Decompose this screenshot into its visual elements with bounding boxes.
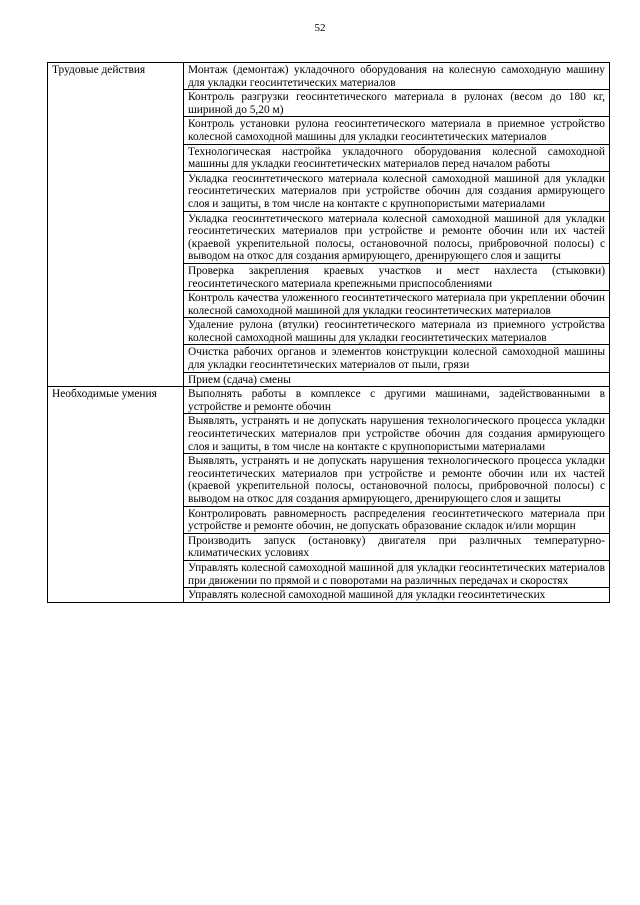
labor-action-item: Контроль разгрузки геосинтетического материала в рулонах (весом до 180 кг, шириной до 5,20 м) (184, 90, 610, 117)
required-skill-item: Управлять колесной самоходной машиной для укладки геосинтетических (184, 588, 610, 603)
table-row (48, 387, 610, 414)
competency-table-body (48, 63, 610, 603)
required-skill-item: Выявлять, устранять и не допускать нарушения технологического процесса укладки геосинтетических материалов при устройстве обочин для создания армирующего слоя и защиты, в том числе на контакте с крупнопористыми материалами (184, 414, 610, 454)
labor-action-item: Укладка геосинтетического материала колесной самоходной машиной для укладки геосинтетических материалов при устройстве и ремонте обочин или их частей (краевой укрепительной полосы, остановочной полосы, прибровочной полосы) с выводом на откос для создания армирующего, дренирующего слоя и защиты (184, 211, 610, 263)
labor-action-item: Проверка закрепления краевых участков и мест нахлеста (стыковки) геосинтетического материала крепежными приспособлениями (184, 263, 610, 290)
required-skill-item: Контролировать равномерность распределения геосинтетического материала при устройстве и ремонте обочин, не допускать образование складок и/или морщин (184, 506, 610, 533)
required-skill-item: Выявлять, устранять и не допускать нарушения технологического процесса укладки геосинтетических материалов при устройстве и ремонте обочин или их частей (краевой укрепительной полосы, остановочной полосы, прибровочной полосы) с выводом на откос для создания армирующего, дренирующего слоя и защиты (184, 454, 610, 506)
page-number: 52 (314, 22, 326, 34)
labor-action-item: Монтаж (демонтаж) укладочного оборудования на колесную самоходную машину для укладки геосинтетических материалов (184, 63, 610, 90)
required-skill-item: Выполнять работы в комплексе с другими машинами, задействованными в устройстве и ремонте обочин (184, 387, 610, 414)
labor-action-item: Очистка рабочих органов и элементов конструкции колесной самоходной машины для укладки геосинтетических материалов от пыли, грязи (184, 345, 610, 372)
required-skill-item: Производить запуск (остановку) двигателя при различных температурно-климатических условиях (184, 533, 610, 560)
labor-action-item: Контроль установки рулона геосинтетического материала в приемное устройство колесной самоходной машины для укладки геосинтетических материалов (184, 117, 610, 144)
section-label-required-skills: Необходимые умения (48, 387, 184, 603)
table-row (48, 63, 610, 90)
competency-table (47, 62, 610, 603)
labor-action-item: Технологическая настройка укладочного оборудования колесной самоходной машины для укладки геосинтетических материалов перед началом работы (184, 144, 610, 171)
required-skill-item: Управлять колесной самоходной машиной для укладки геосинтетических материалов при движении по прямой и с поворотами на различных передачах и скоростях (184, 560, 610, 587)
labor-action-item: Укладка геосинтетического материала колесной самоходной машиной для укладки геосинтетических материалов при устройстве обочин для создания армирующего слоя и защиты, в том числе на контакте с крупнопористыми материалами (184, 171, 610, 211)
labor-action-item: Контроль качества уложенного геосинтетического материала при укреплении обочин колесной самоходной машиной для укладки геосинтетических материалов (184, 291, 610, 318)
labor-action-item: Прием (сдача) смены (184, 372, 610, 387)
section-label-labor-actions: Трудовые действия (48, 63, 184, 387)
labor-action-item: Удаление рулона (втулки) геосинтетического материала из приемного устройства колесной самоходной машины для укладки геосинтетических материалов (184, 318, 610, 345)
